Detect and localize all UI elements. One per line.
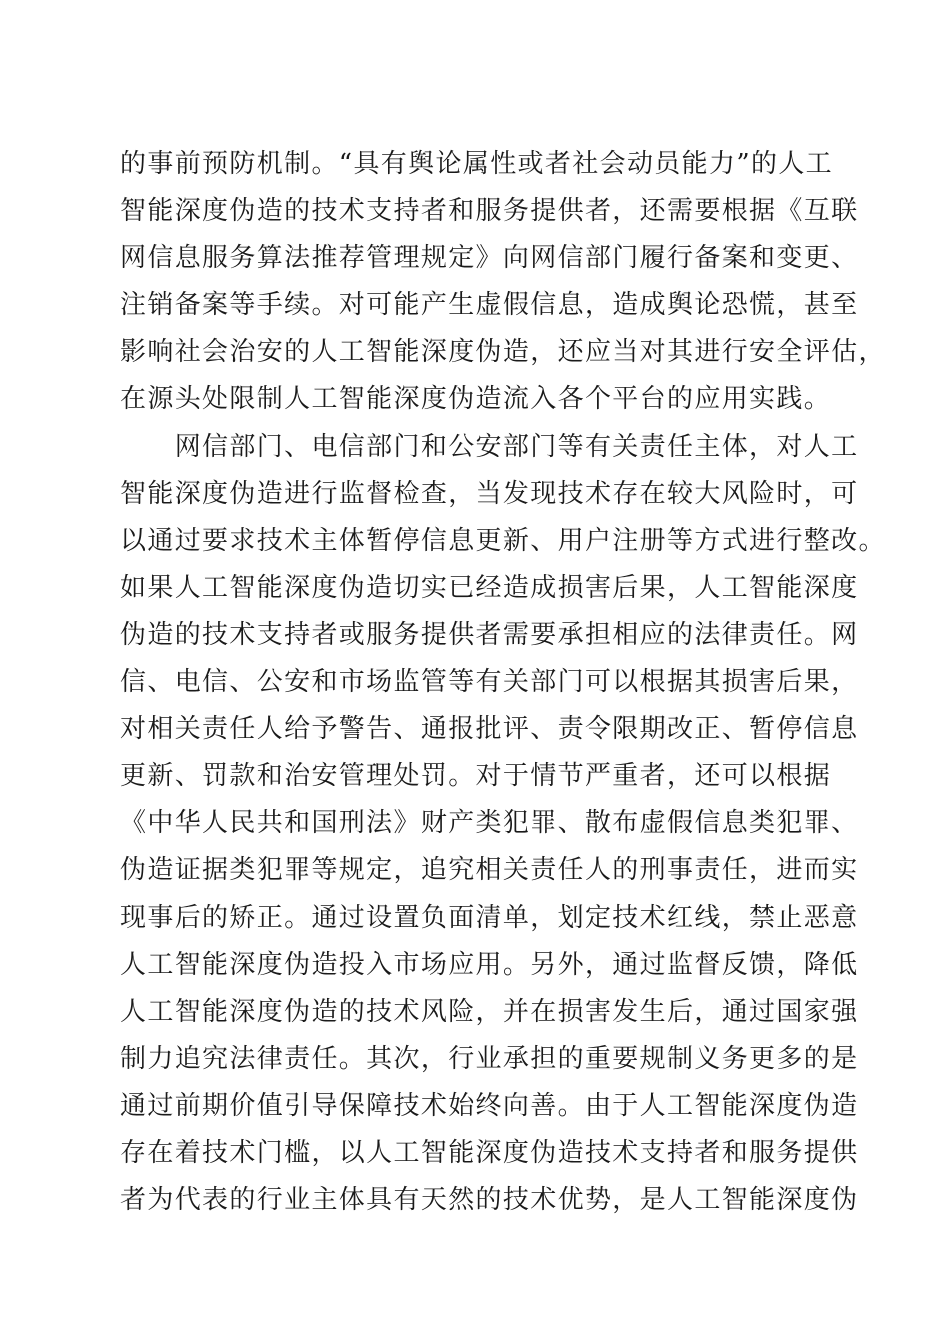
text-line: 网信息服务算法推荐管理规定》向网信部门履行备案和变更、 [120,243,859,274]
text-line: 网信部门、电信部门和公安部门等有关责任主体，对人工 [120,431,859,462]
text-line: 智能深度伪造的技术支持者和服务提供者，还需要根据《互联 [120,196,859,227]
text-line: 伪造证据类犯罪等规定，追究相关责任人的刑事责任，进而实 [120,855,859,886]
text-line: 通过前期价值引导保障技术始终向善。由于人工智能深度伪造 [120,1090,859,1121]
text-line: 的事前预防机制。“具有舆论属性或者社会动员能力”的人工 [120,149,834,179]
text-line: 者为代表的行业主体具有天然的技术优势，是人工智能深度伪 [120,1185,859,1216]
text-line: 制力追究法律责任。其次，行业承担的重要规制义务更多的是 [120,1043,859,1074]
text-line: 影响社会治安的人工智能深度伪造，还应当对其进行安全评估， [120,337,886,368]
text-line: 在源头处限制人工智能深度伪造流入各个平台的应用实践。 [120,384,832,415]
text-line: 信、电信、公安和市场监管等有关部门可以根据其损害后果， [120,667,859,698]
text-line: 现事后的矫正。通过设置负面清单，划定技术红线，禁止恶意 [120,902,859,933]
text-line: 人工智能深度伪造的技术风险，并在损害发生后，通过国家强 [120,996,859,1027]
text-line: 人工智能深度伪造投入市场应用。另外，通过监督反馈，降低 [120,949,859,980]
text-line: 《中华人民共和国刑法》财产类犯罪、散布虚假信息类犯罪、 [120,808,859,839]
text-line: 存在着技术门槛，以人工智能深度伪造技术支持者和服务提供 [120,1137,859,1168]
text-line: 如果人工智能深度伪造切实已经造成损害后果，人工智能深度 [120,572,859,603]
text-line: 注销备案等手续。对可能产生虚假信息，造成舆论恐慌，甚至 [120,290,859,321]
text-line: 智能深度伪造进行监督检查，当发现技术存在较大风险时，可 [120,478,859,509]
text-line: 以通过要求技术主体暂停信息更新、用户注册等方式进行整改。 [120,525,886,556]
text-line: 伪造的技术支持者或服务提供者需要承担相应的法律责任。网 [120,619,859,650]
body-text [120,141,886,1224]
text-line: 对相关责任人给予警告、通报批评、责令限期改正、暂停信息 [120,714,859,745]
text-line: 更新、罚款和治安管理处罚。对于情节严重者，还可以根据 [120,761,832,792]
